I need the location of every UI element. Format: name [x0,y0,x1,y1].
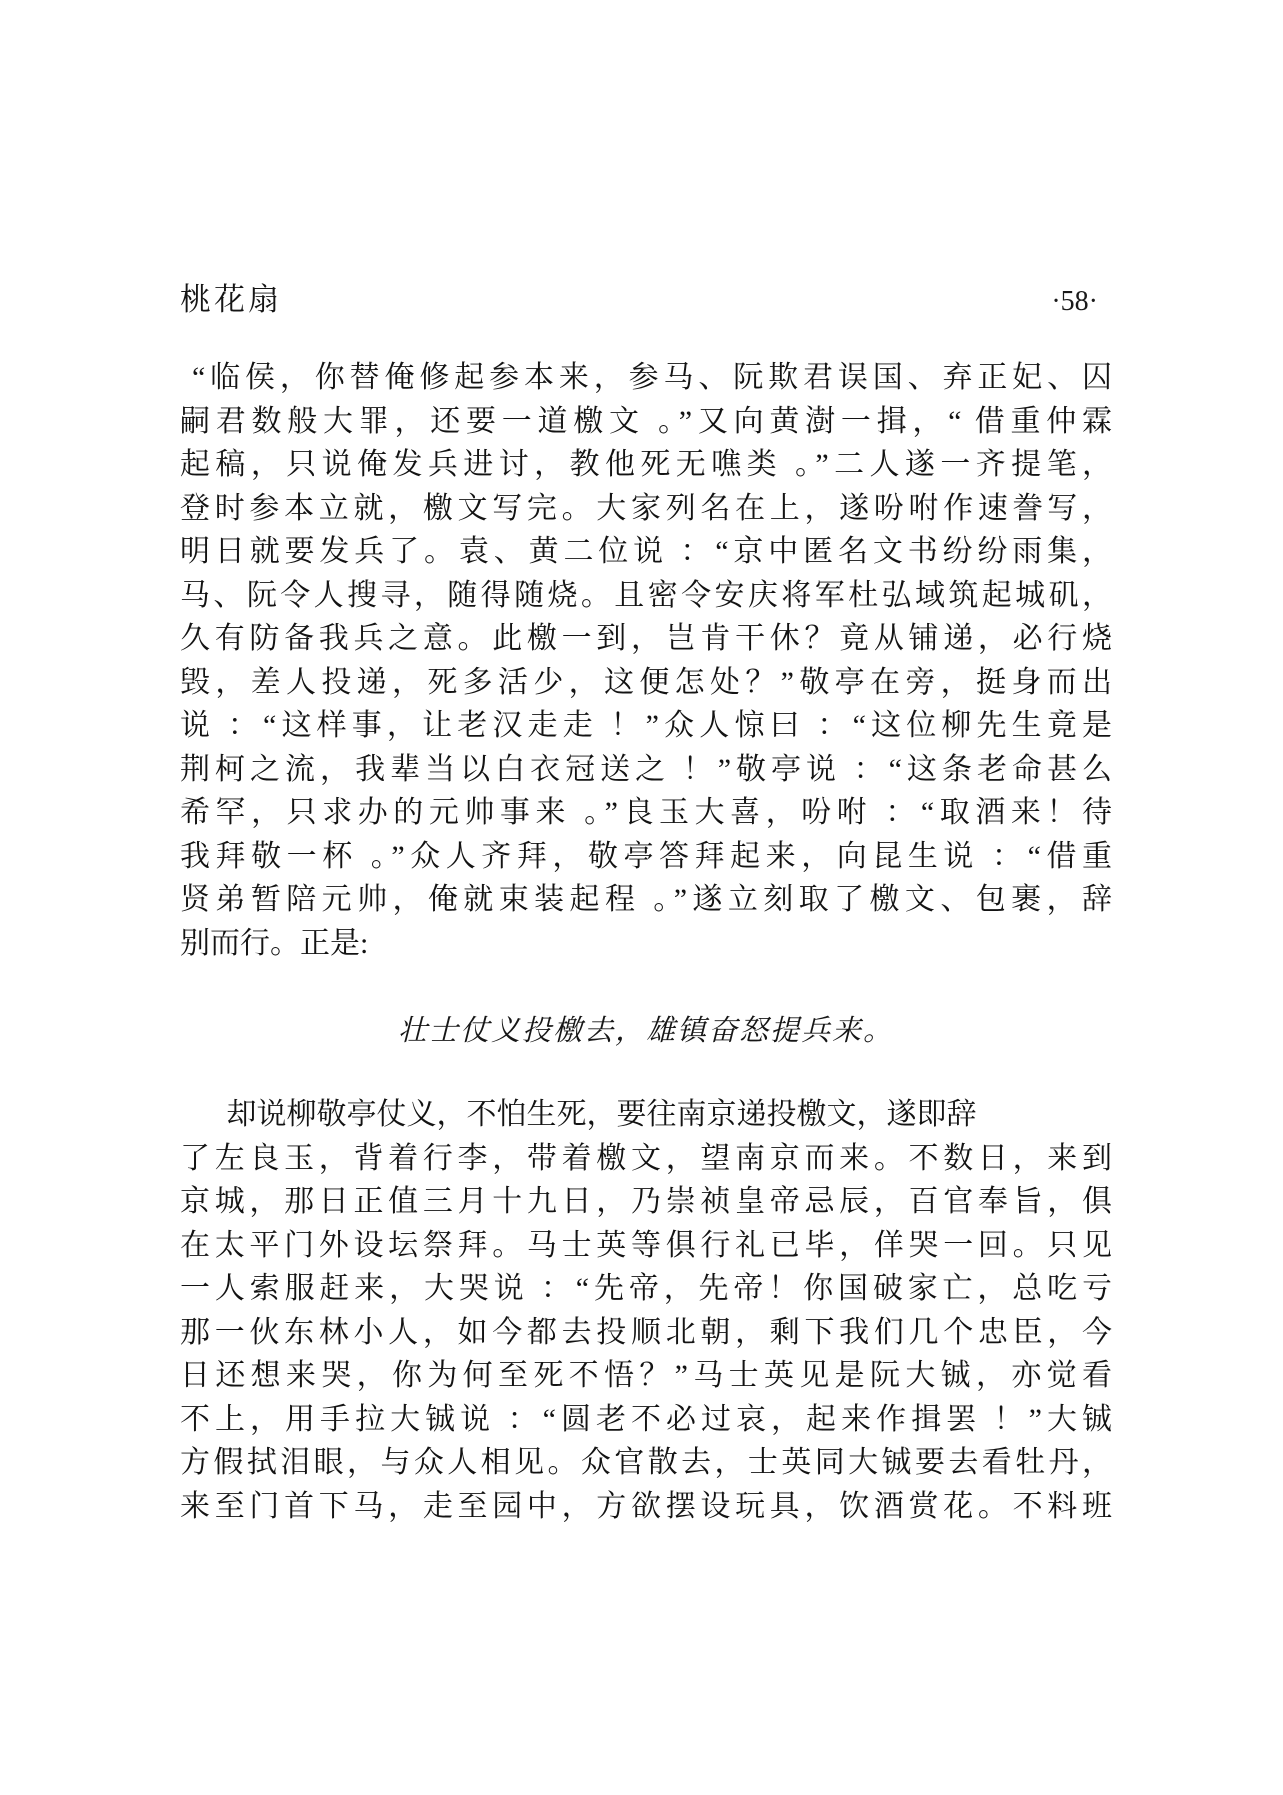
verse-line: 壮士仗义投檄去，雄镇奋怒提兵来。 [397,1015,894,1047]
text-line: 久有防备我兵之意。此檄一到，岂肯干休？竟从铺递，必行烧 [180,622,1112,655]
text-line: 了左良玉，背着行李，带着檄文，望南京而来。不数日，来到 [180,1141,1112,1175]
text-line: 别而行。正是: [180,926,369,960]
text-line: 却说柳敬亭仗义，不怕生死，要往南京递投檄文，遂即辞 [226,1098,977,1131]
text-line: 起稿，只说俺发兵进讨，教他死无噍类 。”二人遂一齐提笔， [180,448,1112,481]
text-line: 我拜敬一杯 。”众人齐拜，敬亭答拜起来，向昆生说 ：“借重 [180,839,1112,873]
text-line: “临侯，你替俺修起参本来，参马、阮欺君误国、弃正妃、囚 [192,361,1112,394]
text-line: 来至门首下马，走至园中，方欲摆设玩具，饮酒赏花。不料班 [180,1489,1112,1523]
text-line: 京城，那日正值三月十九日，乃崇祯皇帝忌辰，百官奉旨，俱 [180,1185,1112,1218]
text-line: 日还想来哭，你为何至死不悟？”马士英见是阮大铖，亦觉看 [180,1359,1112,1392]
text-line: 登时参本立就，檄文写完。大家列名在上，遂吩咐作速誊写， [180,491,1112,525]
text-line: 贤弟暂陪元帅，俺就束装起程 。”遂立刻取了檄文、包裹，辞 [180,883,1112,916]
page-header [180,274,1112,319]
text-line: 马、阮令人搜寻，随得随烧。且密令安庆将军杜弘域筑起城矶， [180,578,1112,612]
text-line: 明日就要发兵了。袁、黄二位说 ：“京中匿名文书纷纷雨集， [180,535,1112,568]
text-line: 不上，用手拉大铖说 ：“圆老不必过哀，起来作揖罢 ！”大铖 [180,1402,1112,1436]
book-title: 桃花扇 [180,282,282,317]
text-line: 那一伙东林小人，如今都去投顺北朝，剩下我们几个忠臣，今 [180,1315,1112,1349]
text-line: 毁，差人投递，死多活少，这便怎处？”敬亭在旁，挺身而出 [180,665,1112,699]
text-line: 方假拭泪眼，与众人相见。众官散去，士英同大铖要去看牡丹， [180,1446,1112,1479]
text-line: 荆柯之流，我辈当以白衣冠送之 ！”敬亭说 ：“这条老命甚么 [180,752,1112,786]
paragraph-1 [180,356,1112,965]
page-number: ·58· [1051,286,1098,317]
text-line: 嗣君数般大罪，还要一道檄文 。”又向黄澍一揖，“ 借重仲霖 [180,404,1112,438]
paragraph-2 [180,1093,1112,1528]
text-line: 在太平门外设坛祭拜。马士英等俱行礼已毕，佯哭一回。只见 [180,1228,1112,1262]
text-line: 希罕，只求办的元帅事来 。”良玉大喜，吩咐 ：“取酒来！待 [180,796,1112,829]
text-line: 一人索服赶来，大哭说 ：“先帝，先帝！你国破家亡，总吃亏 [180,1272,1112,1305]
text-line: 说 ：“这样事，让老汉走走 ！”众人惊曰 ：“这位柳先生竟是 [180,709,1112,742]
